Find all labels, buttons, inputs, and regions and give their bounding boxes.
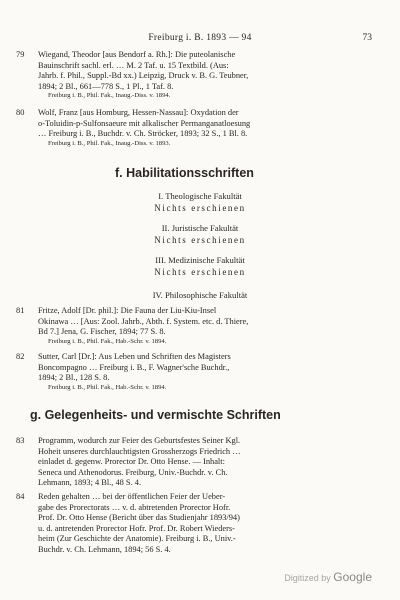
bibliography-entry [16,108,370,148]
entry-line: o-Toluidin-p-Sulfonsaeure mit alkalischer Permanganatloesung [38,118,251,128]
bibliography-entry [16,492,370,556]
section-title: g. Gelegenheits- und vermischte Schriften [30,408,281,422]
entry-note: Freiburg i. B., Phil. Fak., Hab.-Schr. v. 1894. [48,337,167,345]
entry-line: heim (Zur Geschichte der Anatomie). Freiburg i. B., Univ.- [38,534,236,544]
entry-number: 84 [16,492,25,501]
entry-line: Bauinschrift sachl. erl. … M. 2 Taf. u. 15 Textbild. (Aus: [38,60,229,70]
watermark-prefix: Digitized by [284,573,331,583]
watermark-brand: Google [333,570,372,584]
bibliography-entry [16,50,370,101]
faculty-heading: I. Theologische Fakultät [158,191,242,201]
entry-line: Fritze, Adolf [Dr. phil.]: Die Fauna der Liu-Kiu-Insel [38,306,217,315]
entry-line: gabe des Prorectorats … v. d. abtretenden Prorector Hofr. [38,502,231,512]
entry-line: Bd 7.] Jena, G. Fischer, 1894; 77 S. 8. [38,327,166,337]
entry-line: Programm, wodurch zur Feier des Geburtsfestes Seiner Kgl. [38,436,241,445]
entry-line: Jahrb. f. Phil., Suppl.-Bd xx.) Leipzig, Druck v. B. G. Teubner, [38,71,249,81]
entry-line: einladet d. gegenw. Prorector Dr. Otto Hense. — Inhalt: [38,457,225,467]
entry-line: Seneca und Athenodorus. Freiburg, Univ.-Buchdr. v. Ch. [38,467,228,477]
faculty-heading: IV. Philosophische Fakultät [152,290,248,300]
entry-number: 80 [16,108,25,117]
entry-note: Freiburg i. B., Phil. Fak., Inaug.-Diss. v. 1894. [48,92,171,100]
faculty-heading: II. Juristische Fakultät [161,223,239,233]
entry-line: Buchdr. v. Ch. Lehmann, 1894; 56 S. 4. [38,544,171,554]
entry-line: Prof. Dr. Otto Hense (Bericht über das Studienjahr 1893/94) [38,513,240,523]
bibliography-entry [16,436,370,489]
running-head: Freiburg i. B. 1893 — 94 [148,33,252,43]
bibliography-entry [16,306,370,346]
entry-line: 1894; 2 Bl., 661—778 S., 1 Pl., 1 Taf. 8. [38,81,174,91]
digitized-watermark [284,570,372,584]
entry-number: 82 [16,352,25,361]
entry-line: Okinawa … [Aus: Zool. Jahrb., Abth. f. System. etc. d. Thiere, [38,316,249,326]
entry-line: 1894; 2 Bl., 128 S. 8. [38,373,110,383]
entry-note: Freiburg i. B., Phil. Fak., Hab.-Schr. v. 1894. [48,383,167,391]
faculty-heading: III. Medizinische Fakultät [155,255,245,265]
entry-line: Hoheit unseres durchlauchtigsten Grossherzogs Friedrich … [38,446,241,456]
entry-number: 81 [16,306,25,315]
entry-line: Wiegand, Theodor [aus Bendorf a. Rh.]: Die puteolanische [38,50,236,59]
bibliography-entry [16,352,370,392]
faculty-status: Nichts erschienen [154,235,246,245]
entry-line: Lehmann, 1893; 4 Bl., 48 S. 4. [38,478,142,488]
page-number: 73 [362,33,372,43]
faculty-status: Nichts erschienen [154,267,246,277]
entry-number: 79 [16,50,25,59]
entry-line: … Freiburg i. B., Buchdr. v. Ch. Ströcker, 1893; 32 S., 1 Bl. 8. [38,129,248,139]
entry-line: u. d. antretenden Prorector Hofr. Prof. Dr. Robert Wieders- [38,523,235,533]
entry-line: Reden gehalten … bei der öffentlichen Feier der Ueber- [38,492,226,501]
section-title: f. Habilitationsschriften [115,166,254,180]
entry-note: Freiburg i. B., Phil. Fak., Inaug.-Diss. v. 1893. [48,139,171,147]
entry-line: Sutter, Carl [Dr.]: Aus Leben und Schriften des Magisters [38,352,231,361]
entry-line: Boncompagno … Freiburg i. B., F. Wagner'sche Buchdr., [38,362,230,372]
entry-line: Wolf, Franz [aus Homburg, Hessen-Nassau]: Oxydation der [38,108,239,117]
faculty-status: Nichts erschienen [154,203,246,213]
entry-number: 83 [16,436,25,445]
